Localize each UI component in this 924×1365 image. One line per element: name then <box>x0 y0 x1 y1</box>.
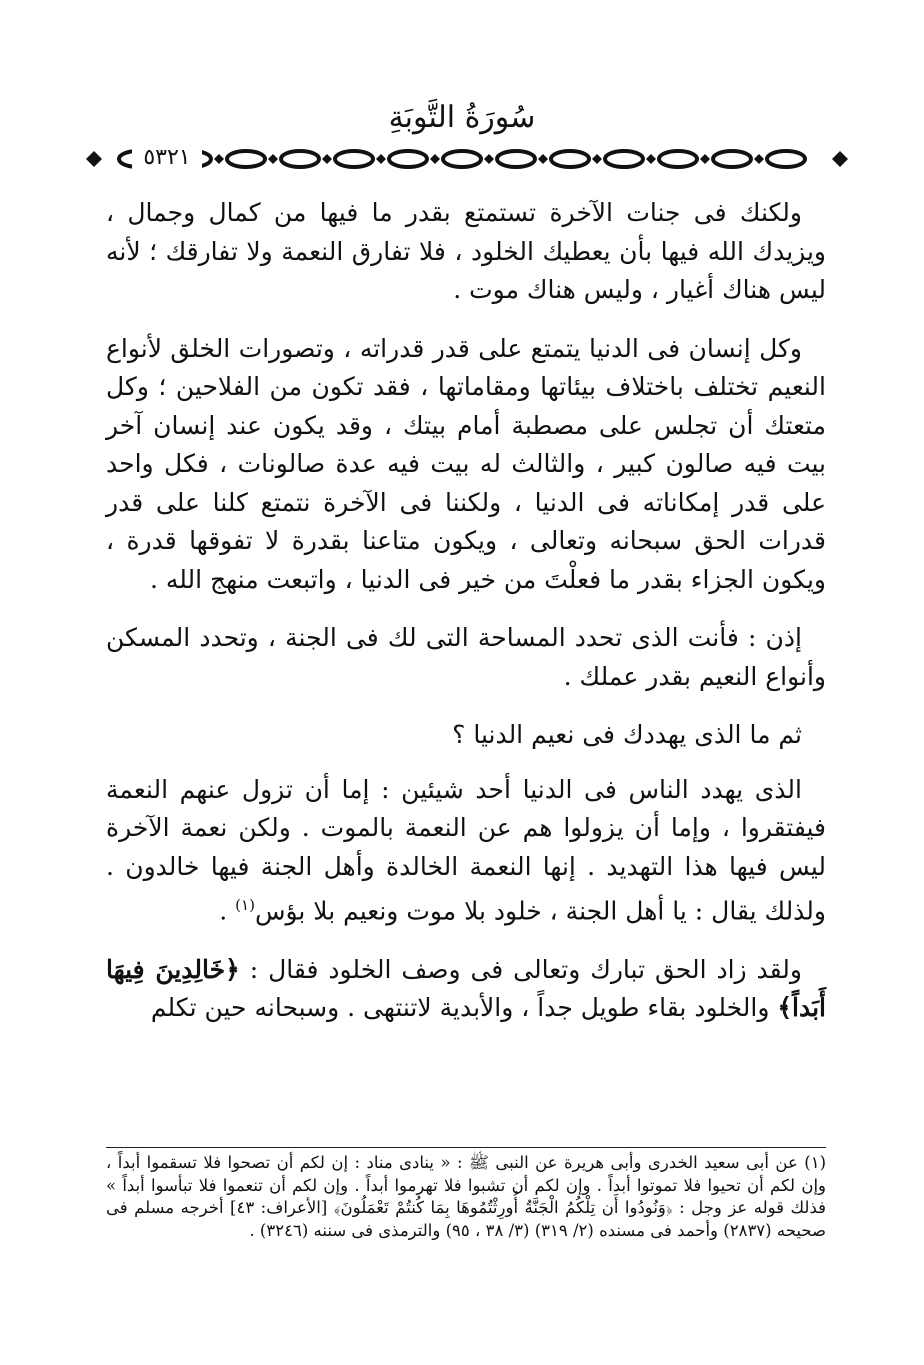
paragraph-3: إذن : فأنت الذى تحدد المساحة التى لك فى الجنة ، وتحدد المسكن وأنواع النعيم بقدر عملك . <box>106 623 826 691</box>
footnote-divider <box>106 1147 826 1148</box>
oval-link-icon <box>227 151 265 167</box>
oval-link-icon <box>335 151 373 167</box>
diamond-icon <box>646 154 656 164</box>
diamond-icon <box>214 154 224 164</box>
oval-link-icon <box>497 151 535 167</box>
surah-title: سُورَةُ التَّوبَةِ <box>388 100 536 135</box>
oval-link-icon <box>713 151 751 167</box>
diamond-icon <box>592 154 602 164</box>
paragraph-6 <box>106 951 826 1028</box>
page-number: ٥٣٢١ <box>132 142 202 174</box>
oval-link-icon <box>389 151 427 167</box>
diamond-icon <box>700 154 710 164</box>
paragraph-4: ثم ما الذى يهددك فى نعيم الدنيا ؟ <box>452 720 802 749</box>
quran-verse: ﴿خَالِدِينَ فِيهَا أَبَداً﴾ <box>106 954 826 1023</box>
paragraph-6-after: والخلود بقاء طويل جداً ، والأبدية لاتنتهى . وسبحانه حين تكلم <box>150 993 770 1023</box>
oval-link-icon <box>605 151 643 167</box>
oval-link-icon <box>659 151 697 167</box>
main-text <box>106 194 826 1048</box>
diamond-icon <box>322 154 332 164</box>
diamond-icon <box>754 154 764 164</box>
oval-link-icon <box>281 151 319 167</box>
ornament-end-diamond-icon <box>86 151 102 167</box>
paragraph-6-before: ولقد زاد الحق تبارك وتعالى فى وصف الخلود فقال : <box>249 954 803 984</box>
diamond-icon <box>430 154 440 164</box>
diamond-icon <box>538 154 548 164</box>
paragraph-2: وكل إنسان فى الدنيا يتمتع على قدر قدراته ، وتصورات الخلق لأنواع النعيم تختلف باختلاف بيئاتها ومقاماتها ، فقد تكون من الفلاحين ؛ وكل متعتك أن تجلس على مصطبة أمام بيتك ، وقد يكون عند إنسان آخر بيت فيه صالون كبير ، والثالث له بيت فيه عدة صالونات ، فكل واحد على قدر إمكاناته فى الدنيا ، ولكننا فى الآخرة نتمتع كلنا على قدر قدرات الحق سبحانه وتعالى ، ويكون متاعنا بقدرة لا تفوقها قدرة ، ويكون الجزاء بقدر ما فعلْتَ من خير فى الدنيا ، واتبعت منهج الله . <box>106 333 826 594</box>
diamond-icon <box>484 154 494 164</box>
footnote: (١) عن أبى سعيد الخدرى وأبى هريرة عن النبى ﷺ : « ينادى مناد : إن لكم أن تصحوا فلا تسقموا أبداً ، وإن لكم أن تحيوا فلا تموتوا أبداً . وإن لكم أن تشبوا فلا تهرموا أبداً . وإن لكم أن تنعموا فلا تبأسوا أبداً » فذلك قوله عز وجل : ﴿وَنُودُوا أَن تِلْكُمُ الْجَنَّةُ أُورِثْتُمُوهَا بِمَا كُنتُمْ تَعْمَلُونَ﴾ [الأعراف: ٤٣] أخرجه مسلم فى صحيحه (٢٨٣٧) وأحمد فى مسنده (٢/ ٣١٩) (٣/ ٣٨ ، ٩٥) والترمذى فى سننه (٣٢٤٦) . <box>106 1153 826 1240</box>
oval-link-icon <box>551 151 589 167</box>
diamond-icon <box>376 154 386 164</box>
diamond-icon <box>268 154 278 164</box>
oval-link-icon <box>767 151 805 167</box>
paragraph-1: ولكنك فى جنات الآخرة تستمتع بقدر ما فيها من كمال وجمال ، ويزيدك الله فيها بأن يعطيك الخلود ، فلا تفارق النعمة ولا تفارقك ؛ لأنه ليس هناك أغيار ، وليس هناك موت . <box>106 198 826 304</box>
oval-link-icon <box>443 151 481 167</box>
paragraph-5: الذى يهدد الناس فى الدنيا أحد شيئين : إما أن تزول عنهم النعمة فيفتقروا ، وإما أن يزولوا هم عن النعمة بالموت . ولكن نعمة الآخرة ليس فيها هذا التهديد . إنها النعمة الخالدة وأهل الجنة فيها خالدون . ولذلك يقال : يا أهل الجنة ، خلود بلا موت ونعيم بلا بؤس$^{(١)}$ . <box>106 774 826 926</box>
footnote-reference: (١) <box>235 896 255 914</box>
ornament-end-diamond-icon <box>832 151 848 167</box>
paragraph-5-text: الذى يهدد الناس فى الدنيا أحد شيئين : إما أن تزول عنهم النعمة فيفتقروا ، وإما أن يزولوا هم عن النعمة بالموت . ولكن نعمة الآخرة ليس فيها هذا التهديد . إنها النعمة الخالدة وأهل الجنة فيها خالدون . ولذلك يقال : يا أهل الجنة ، خلود بلا موت ونعيم بلا بؤس <box>106 774 826 926</box>
